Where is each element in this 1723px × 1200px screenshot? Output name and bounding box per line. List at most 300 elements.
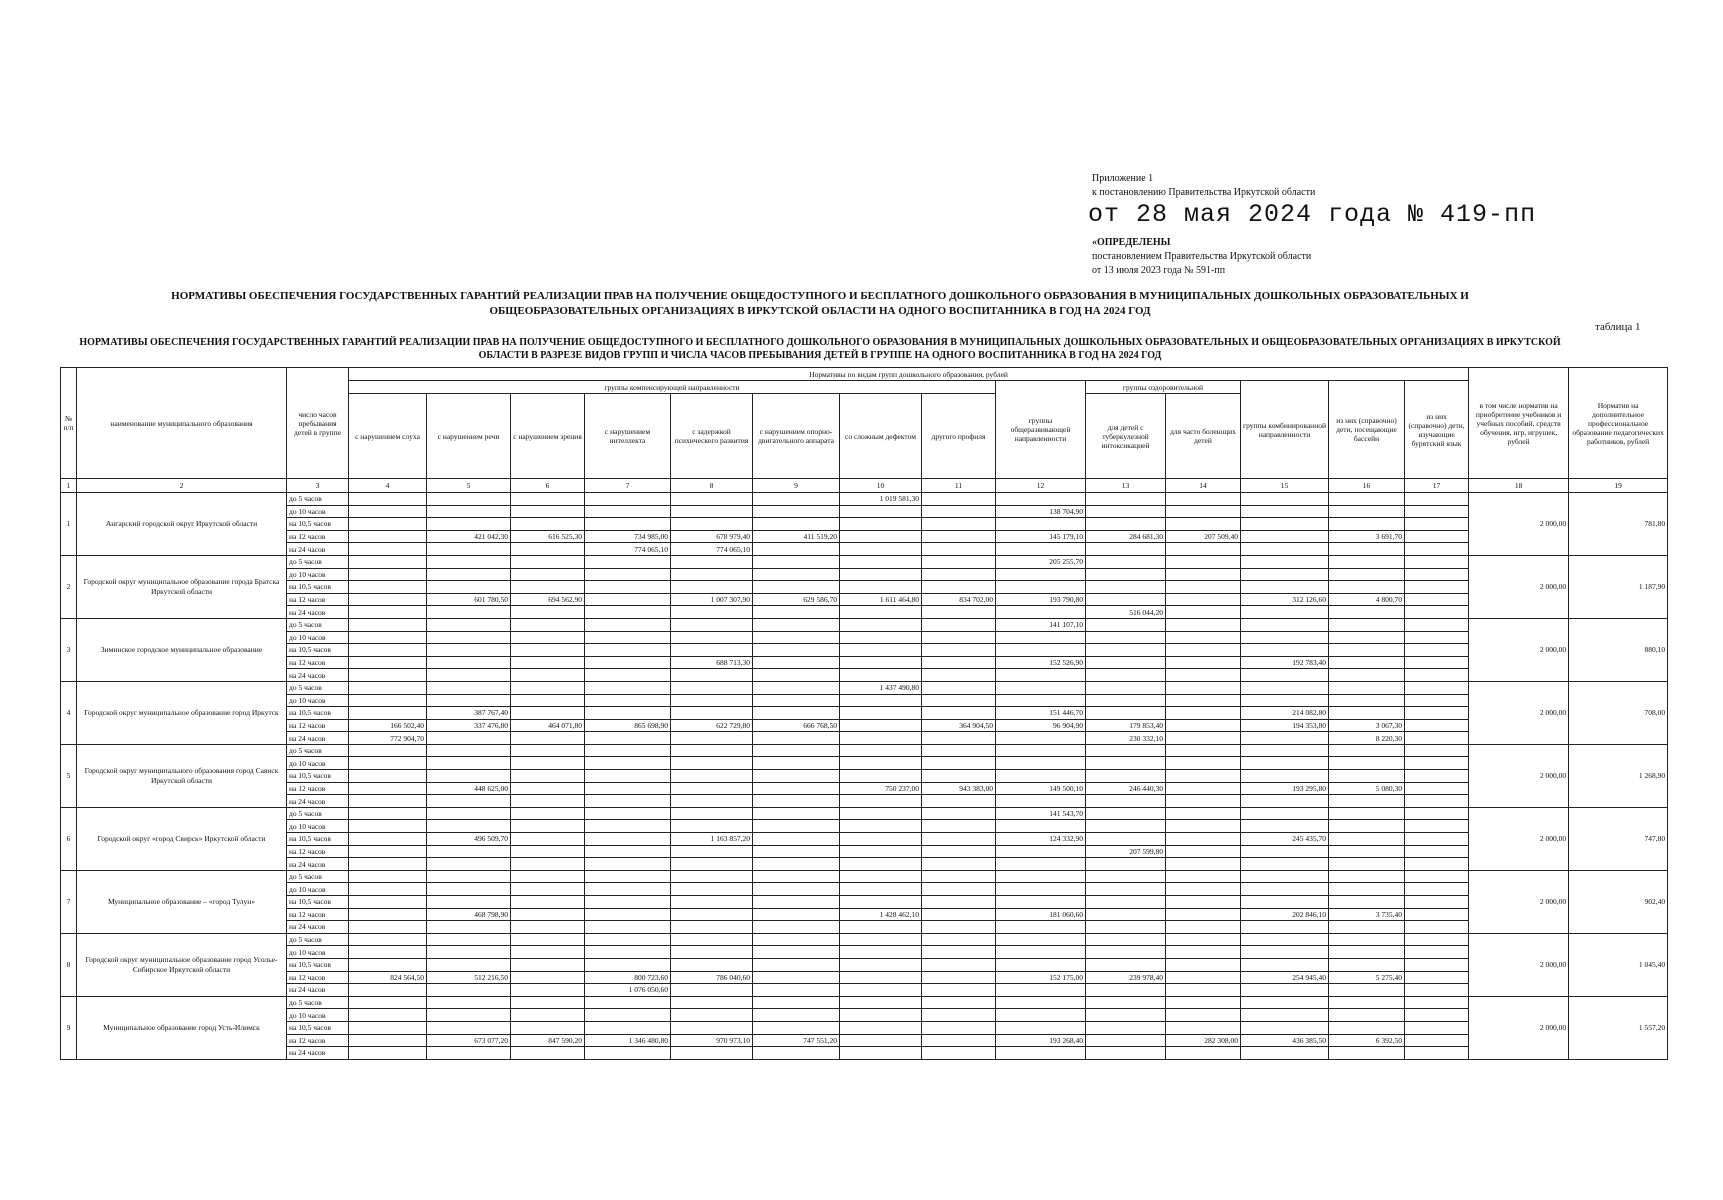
hours-cell: до 10 часов [287, 631, 349, 644]
value-cell [349, 581, 427, 594]
value-cell [1405, 669, 1469, 682]
value-cell [585, 807, 671, 820]
value-cell [427, 518, 511, 531]
value-cell [840, 883, 922, 896]
value-cell [1241, 921, 1329, 934]
value-cell [585, 518, 671, 531]
value-cell [996, 896, 1086, 909]
value-cell [349, 908, 427, 921]
value-cell [1241, 555, 1329, 568]
value-cell [511, 946, 585, 959]
value-cell [427, 921, 511, 934]
value-cell [671, 644, 753, 657]
column-number: 8 [671, 479, 753, 493]
hours-cell: до 5 часов [287, 555, 349, 568]
hours-cell: до 10 часов [287, 1009, 349, 1022]
header-sub-9: с нарушением опорно-двигательного аппарата [753, 394, 840, 479]
value-cell: 622 729,80 [671, 719, 753, 732]
value-cell [1241, 505, 1329, 518]
value-cell [753, 795, 840, 808]
value-cell [585, 581, 671, 594]
value-cell: 1 076 050,60 [585, 984, 671, 997]
value-cell [1329, 958, 1405, 971]
value-cell [996, 921, 1086, 934]
value-cell [1241, 1047, 1329, 1060]
value-cell [840, 530, 922, 543]
hours-cell: на 24 часов [287, 984, 349, 997]
value-cell [753, 870, 840, 883]
hours-cell: на 12 часов [287, 719, 349, 732]
hours-cell: до 5 часов [287, 681, 349, 694]
table-row [61, 644, 1668, 657]
value-cell: 312 126,60 [1241, 593, 1329, 606]
value-cell [427, 555, 511, 568]
value-cell [349, 896, 427, 909]
value-cell [753, 656, 840, 669]
value-cell [1329, 681, 1405, 694]
value-cell: 387 767,40 [427, 707, 511, 720]
value-cell [1329, 984, 1405, 997]
value-cell [996, 1009, 1086, 1022]
value-cell [1241, 606, 1329, 619]
hours-cell: до 10 часов [287, 883, 349, 896]
column-number: 18 [1469, 479, 1569, 493]
value-cell: 834 702,00 [922, 593, 996, 606]
header-sub-14: для часто болеющих детей [1166, 394, 1241, 479]
value-cell [349, 681, 427, 694]
hours-cell: на 24 часов [287, 858, 349, 871]
value-cell: 96 904,90 [996, 719, 1086, 732]
value-cell [1405, 858, 1469, 871]
value-cell [349, 505, 427, 518]
value-cell [922, 555, 996, 568]
value-cell [349, 870, 427, 883]
table-row [61, 493, 1668, 506]
value-cell [1329, 631, 1405, 644]
value-cell: 282 308,00 [1166, 1034, 1241, 1047]
value-cell [1241, 732, 1329, 745]
value-cell: 194 353,80 [1241, 719, 1329, 732]
hours-cell: на 24 часов [287, 921, 349, 934]
value-cell [349, 1034, 427, 1047]
value-cell [1166, 719, 1241, 732]
textbook-norm-cell: 2 000,00 [1469, 555, 1569, 618]
value-cell [427, 958, 511, 971]
value-cell [840, 795, 922, 808]
value-cell [840, 656, 922, 669]
value-cell [1166, 1009, 1241, 1022]
textbook-norm-cell: 2 000,00 [1469, 618, 1569, 681]
header-col19: Норматив на дополнительное профессиональное образование педагогических работников, рублей [1569, 368, 1668, 479]
header-sub-12: группы общеразвивающей направленности [996, 381, 1086, 479]
value-cell [671, 870, 753, 883]
value-cell [1086, 870, 1166, 883]
value-cell: 152 175,00 [996, 971, 1086, 984]
row-number: 4 [61, 681, 77, 744]
value-cell [585, 732, 671, 745]
date-stamp: от 28 мая 2024 года № 419-пп [1088, 200, 1537, 229]
value-cell [671, 946, 753, 959]
value-cell [922, 820, 996, 833]
value-cell [922, 996, 996, 1009]
value-cell [427, 883, 511, 896]
value-cell [753, 933, 840, 946]
column-number: 11 [922, 479, 996, 493]
value-cell [1166, 807, 1241, 820]
value-cell [1086, 833, 1166, 846]
column-numbers-row [61, 479, 1668, 493]
value-cell [996, 694, 1086, 707]
value-cell [753, 770, 840, 783]
value-cell [511, 518, 585, 531]
hours-cell: до 5 часов [287, 493, 349, 506]
value-cell [585, 896, 671, 909]
value-cell [1405, 555, 1469, 568]
value-cell: 202 846,10 [1241, 908, 1329, 921]
value-cell [922, 807, 996, 820]
value-cell [996, 845, 1086, 858]
value-cell [840, 618, 922, 631]
value-cell [840, 631, 922, 644]
value-cell [753, 958, 840, 971]
value-cell [511, 1009, 585, 1022]
value-cell [1405, 694, 1469, 707]
value-cell [922, 757, 996, 770]
appendix-line-1: Приложение 1 [1092, 173, 1154, 184]
value-cell: 1 019 581,30 [840, 493, 922, 506]
value-cell [427, 933, 511, 946]
value-cell [753, 505, 840, 518]
value-cell [922, 644, 996, 657]
value-cell [1329, 707, 1405, 720]
table-body [61, 493, 1668, 1060]
value-cell [922, 505, 996, 518]
table-row [61, 656, 1668, 669]
value-cell [996, 581, 1086, 594]
value-cell [1241, 1021, 1329, 1034]
value-cell [349, 493, 427, 506]
value-cell [1329, 669, 1405, 682]
value-cell: 205 255,70 [996, 555, 1086, 568]
value-cell [1086, 946, 1166, 959]
value-cell [349, 518, 427, 531]
defined-line-1: «ОПРЕДЕЛЕНЫ [1092, 237, 1171, 248]
table-row [61, 681, 1668, 694]
value-cell [840, 518, 922, 531]
value-cell [996, 820, 1086, 833]
value-cell [671, 845, 753, 858]
value-cell [922, 744, 996, 757]
value-cell [753, 883, 840, 896]
value-cell [753, 518, 840, 531]
value-cell [349, 858, 427, 871]
value-cell: 436 385,50 [1241, 1034, 1329, 1047]
municipality-name: Городской округ муниципального образования город Саянск Иркутской области [77, 744, 287, 807]
hours-cell: до 10 часов [287, 820, 349, 833]
table-row [61, 870, 1668, 883]
value-cell [1405, 795, 1469, 808]
hours-cell: до 5 часов [287, 807, 349, 820]
column-number: 4 [349, 479, 427, 493]
hours-cell: на 24 часов [287, 543, 349, 556]
value-cell [922, 984, 996, 997]
value-cell [349, 530, 427, 543]
header-col18: в том числе норматив на приобретение учебников и учебных пособий, средств обучения, игр, игрушек, рублей [1469, 368, 1569, 479]
value-cell [511, 807, 585, 820]
value-cell [427, 681, 511, 694]
value-cell: 214 082,80 [1241, 707, 1329, 720]
value-cell [1166, 795, 1241, 808]
value-cell [753, 757, 840, 770]
table-row [61, 543, 1668, 556]
value-cell [585, 908, 671, 921]
value-cell [1405, 921, 1469, 934]
value-cell [840, 1021, 922, 1034]
value-cell [922, 845, 996, 858]
table-row [61, 606, 1668, 619]
value-cell [427, 896, 511, 909]
value-cell [1329, 996, 1405, 1009]
value-cell [585, 858, 671, 871]
value-cell [1241, 543, 1329, 556]
value-cell [1166, 958, 1241, 971]
value-cell [671, 568, 753, 581]
hours-cell: на 24 часов [287, 669, 349, 682]
table-row [61, 845, 1668, 858]
hours-cell: до 5 часов [287, 870, 349, 883]
value-cell [1086, 1009, 1166, 1022]
value-cell [996, 770, 1086, 783]
value-cell [1086, 921, 1166, 934]
value-cell: 970 973,10 [671, 1034, 753, 1047]
value-cell [922, 795, 996, 808]
value-cell [1166, 833, 1241, 846]
value-cell [753, 1009, 840, 1022]
value-cell [1405, 618, 1469, 631]
value-cell [1166, 770, 1241, 783]
value-cell [585, 694, 671, 707]
value-cell [1329, 896, 1405, 909]
value-cell [840, 896, 922, 909]
value-cell [840, 581, 922, 594]
table-row [61, 996, 1668, 1009]
value-cell [1329, 921, 1405, 934]
header-num: № п/п [61, 368, 77, 479]
value-cell: 239 978,40 [1086, 971, 1166, 984]
value-cell [922, 493, 996, 506]
training-norm-cell: 880,10 [1569, 618, 1668, 681]
appendix-block [1088, 172, 1537, 278]
value-cell [996, 858, 1086, 871]
value-cell [427, 694, 511, 707]
value-cell [427, 1009, 511, 1022]
value-cell: 448 625,00 [427, 782, 511, 795]
value-cell [1405, 530, 1469, 543]
value-cell: 666 768,50 [753, 719, 840, 732]
textbook-norm-cell: 2 000,00 [1469, 870, 1569, 933]
value-cell [922, 833, 996, 846]
table-row [61, 732, 1668, 745]
value-cell [922, 1034, 996, 1047]
norms-table [60, 367, 1668, 1060]
value-cell [840, 707, 922, 720]
value-cell [840, 971, 922, 984]
value-cell: 616 525,30 [511, 530, 585, 543]
value-cell [922, 568, 996, 581]
value-cell [671, 858, 753, 871]
value-cell [1405, 757, 1469, 770]
value-cell [671, 1047, 753, 1060]
header-compensating: группы компенсирующей направленности [349, 381, 996, 394]
value-cell [1241, 958, 1329, 971]
table-row [61, 833, 1668, 846]
value-cell [511, 795, 585, 808]
value-cell: 688 713,30 [671, 656, 753, 669]
value-cell [511, 833, 585, 846]
value-cell [840, 996, 922, 1009]
value-cell: 512 216,50 [427, 971, 511, 984]
value-cell: 516 044,20 [1086, 606, 1166, 619]
value-cell [753, 744, 840, 757]
value-cell [922, 883, 996, 896]
value-cell [1166, 581, 1241, 594]
value-cell: 678 979,40 [671, 530, 753, 543]
table-row [61, 984, 1668, 997]
value-cell: 8 220,30 [1329, 732, 1405, 745]
value-cell [1166, 669, 1241, 682]
value-cell [1405, 820, 1469, 833]
value-cell [671, 757, 753, 770]
value-cell [922, 1047, 996, 1060]
header-hours: число часов пребывания детей в группе [287, 368, 349, 479]
header-sub-7: с нарушением интеллекта [585, 394, 671, 479]
value-cell [671, 883, 753, 896]
value-cell [922, 921, 996, 934]
value-cell [671, 996, 753, 1009]
header-sub-17: из них (справочно) дети, изучающие бурятский язык [1405, 381, 1469, 479]
value-cell: 5 275,40 [1329, 971, 1405, 984]
row-number: 9 [61, 996, 77, 1059]
value-cell [1086, 883, 1166, 896]
value-cell [753, 606, 840, 619]
hours-cell: на 10,5 часов [287, 1021, 349, 1034]
value-cell: 4 800,70 [1329, 593, 1405, 606]
value-cell [585, 568, 671, 581]
value-cell [585, 883, 671, 896]
value-cell [671, 669, 753, 682]
value-cell [922, 707, 996, 720]
value-cell [427, 618, 511, 631]
value-cell [1166, 493, 1241, 506]
value-cell [511, 757, 585, 770]
value-cell: 1 007 307,90 [671, 593, 753, 606]
value-cell: 166 502,40 [349, 719, 427, 732]
value-cell [840, 845, 922, 858]
value-cell [1241, 896, 1329, 909]
value-cell [996, 744, 1086, 757]
value-cell [1405, 656, 1469, 669]
value-cell [922, 732, 996, 745]
value-cell [840, 644, 922, 657]
value-cell [996, 870, 1086, 883]
value-cell [427, 870, 511, 883]
value-cell [585, 1021, 671, 1034]
value-cell [1241, 493, 1329, 506]
value-cell [840, 958, 922, 971]
value-cell [996, 757, 1086, 770]
value-cell [585, 505, 671, 518]
value-cell [1329, 744, 1405, 757]
value-cell [349, 958, 427, 971]
value-cell [1086, 631, 1166, 644]
value-cell [1086, 669, 1166, 682]
value-cell [753, 493, 840, 506]
value-cell [1241, 933, 1329, 946]
training-norm-cell: 902,40 [1569, 870, 1668, 933]
value-cell [511, 581, 585, 594]
table-row [61, 782, 1668, 795]
value-cell [349, 795, 427, 808]
hours-cell: на 10,5 часов [287, 896, 349, 909]
value-cell [753, 669, 840, 682]
value-cell [511, 908, 585, 921]
value-cell [1329, 656, 1405, 669]
value-cell [511, 883, 585, 896]
value-cell [1086, 568, 1166, 581]
value-cell: 943 383,00 [922, 782, 996, 795]
value-cell [349, 593, 427, 606]
table-row [61, 1009, 1668, 1022]
value-cell: 3 735,40 [1329, 908, 1405, 921]
value-cell [840, 1034, 922, 1047]
value-cell [840, 505, 922, 518]
value-cell [753, 618, 840, 631]
value-cell [427, 644, 511, 657]
value-cell [1241, 631, 1329, 644]
value-cell [1405, 606, 1469, 619]
value-cell [922, 518, 996, 531]
value-cell [1405, 1021, 1469, 1034]
table-row [61, 581, 1668, 594]
hours-cell: на 10,5 часов [287, 833, 349, 846]
value-cell [585, 782, 671, 795]
value-cell [1329, 555, 1405, 568]
value-cell [671, 958, 753, 971]
value-cell [349, 694, 427, 707]
value-cell [922, 669, 996, 682]
value-cell [840, 1009, 922, 1022]
value-cell [1329, 1021, 1405, 1034]
value-cell [1166, 681, 1241, 694]
value-cell [996, 644, 1086, 657]
value-cell [922, 958, 996, 971]
value-cell [753, 807, 840, 820]
value-cell: 411 519,20 [753, 530, 840, 543]
value-cell: 3 691,70 [1329, 530, 1405, 543]
value-cell [840, 820, 922, 833]
value-cell [1405, 631, 1469, 644]
value-cell [349, 656, 427, 669]
value-cell [840, 757, 922, 770]
value-cell [1329, 644, 1405, 657]
value-cell: 1 428 462,10 [840, 908, 922, 921]
value-cell [1166, 757, 1241, 770]
value-cell [1405, 581, 1469, 594]
value-cell [753, 555, 840, 568]
column-number: 15 [1241, 479, 1329, 493]
value-cell [511, 631, 585, 644]
value-cell: 3 067,30 [1329, 719, 1405, 732]
